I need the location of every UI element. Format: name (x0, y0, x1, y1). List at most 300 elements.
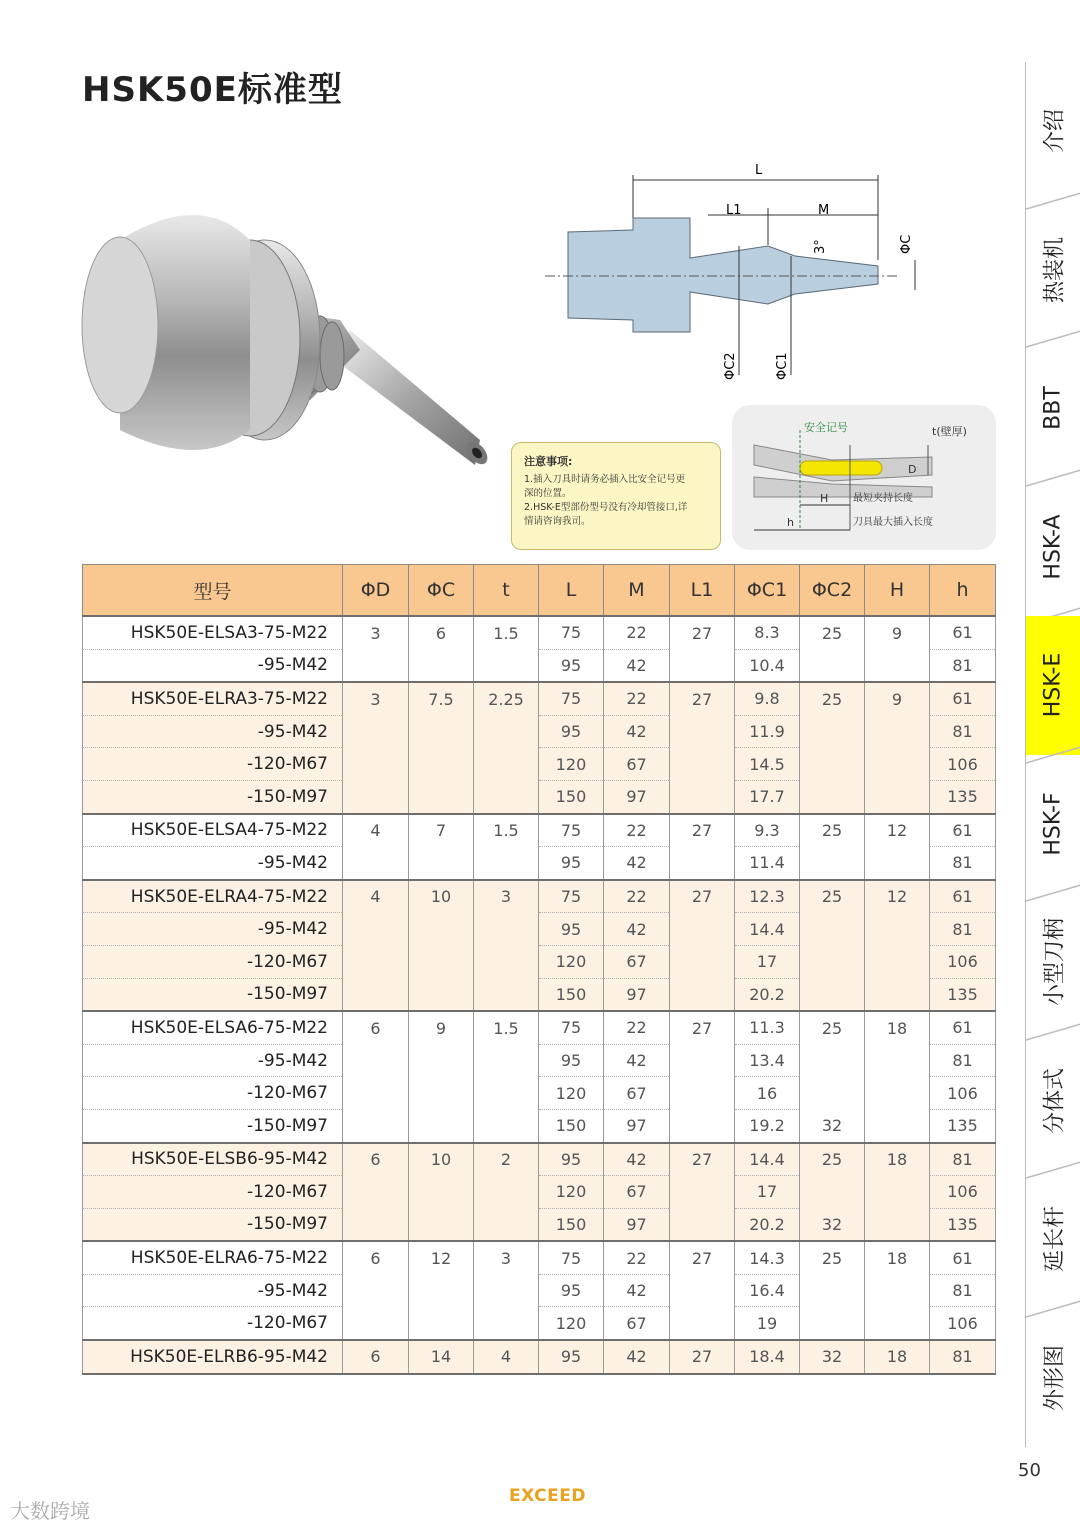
value-cell: 97 (604, 1208, 670, 1241)
value-cell: 81 (930, 913, 996, 946)
value-cell (474, 913, 539, 946)
value-cell (409, 945, 474, 978)
tab-label: 介绍 (1042, 109, 1068, 154)
value-cell: 95 (539, 1340, 604, 1374)
value-cell: 13.4 (735, 1044, 800, 1077)
value-cell: 106 (930, 1176, 996, 1209)
value-cell: 150 (539, 780, 604, 813)
table-row (83, 649, 996, 682)
value-cell: 6 (343, 1340, 409, 1374)
value-cell (670, 715, 735, 748)
value-cell: 97 (604, 978, 670, 1011)
value-cell (409, 1274, 474, 1307)
value-cell: 7.5 (409, 682, 474, 715)
model-cell: -120-M67 (83, 1176, 343, 1209)
value-cell: 2 (474, 1143, 539, 1176)
tab-7[interactable] (1025, 1032, 1080, 1171)
value-cell (474, 1044, 539, 1077)
d-label: D (908, 463, 917, 476)
value-cell: 120 (539, 1307, 604, 1340)
value-cell: 81 (930, 1274, 996, 1307)
value-cell: 25 (800, 880, 865, 913)
tab-label: 小型刀柄 (1042, 918, 1068, 1007)
header-cell: L (539, 565, 604, 617)
value-cell (670, 1176, 735, 1209)
tab-4[interactable] (1025, 616, 1080, 755)
value-cell (865, 748, 930, 781)
notice-line: 情请咨询我司。 (524, 516, 591, 527)
model-cell: HSK50E-ELRB6-95-M42 (83, 1340, 343, 1374)
value-cell (409, 1208, 474, 1241)
value-cell: 75 (539, 814, 604, 847)
table-row (83, 847, 996, 880)
value-cell (800, 1307, 865, 1340)
value-cell (474, 847, 539, 880)
value-cell: 120 (539, 1176, 604, 1209)
value-cell (800, 649, 865, 682)
label-L: L (755, 163, 763, 178)
value-cell: 81 (930, 1340, 996, 1374)
value-cell (474, 1208, 539, 1241)
model-cell: HSK50E-ELSA3-75-M22 (83, 616, 343, 649)
value-cell: 27 (670, 616, 735, 649)
value-cell (670, 913, 735, 946)
tab-3[interactable] (1025, 478, 1080, 617)
value-cell: 22 (604, 814, 670, 847)
table-row (83, 682, 996, 715)
value-cell (474, 715, 539, 748)
value-cell: 120 (539, 1077, 604, 1110)
value-cell (343, 780, 409, 813)
value-cell (409, 715, 474, 748)
value-cell: 95 (539, 1143, 604, 1176)
value-cell: 6 (343, 1143, 409, 1176)
value-cell: 27 (670, 1241, 735, 1274)
dimension-drawing (540, 150, 940, 390)
tab-5[interactable] (1025, 755, 1080, 894)
value-cell: 10.4 (735, 649, 800, 682)
value-cell: 120 (539, 945, 604, 978)
value-cell (865, 913, 930, 946)
table-row (83, 945, 996, 978)
model-cell: -120-M67 (83, 1077, 343, 1110)
value-cell (865, 847, 930, 880)
table-row (83, 1208, 996, 1241)
value-cell: 3 (474, 1241, 539, 1274)
model-cell: -120-M67 (83, 945, 343, 978)
value-cell: 17 (735, 1176, 800, 1209)
value-cell (670, 1044, 735, 1077)
value-cell: 75 (539, 880, 604, 913)
value-cell: 81 (930, 847, 996, 880)
value-cell: 95 (539, 847, 604, 880)
value-cell: 150 (539, 1109, 604, 1142)
value-cell (865, 1044, 930, 1077)
model-cell: -120-M67 (83, 1307, 343, 1340)
value-cell (800, 780, 865, 813)
min-length-label: 最短夹持长度 (853, 493, 913, 504)
table-row (83, 1340, 996, 1374)
value-cell: 4 (343, 880, 409, 913)
value-cell (343, 1077, 409, 1110)
page-title: HSK50E标准型 (82, 70, 343, 110)
header-cell: ΦD (343, 565, 409, 617)
value-cell: 14 (409, 1340, 474, 1374)
table-row (83, 1241, 996, 1274)
value-cell (474, 748, 539, 781)
value-cell: 20.2 (735, 1208, 800, 1241)
watermark: 大数跨境 (10, 1499, 90, 1523)
value-cell: 67 (604, 1077, 670, 1110)
notice-line: 2.HSK-E型部份型号没有冷却管接口,详 (524, 502, 688, 513)
value-cell: 27 (670, 682, 735, 715)
value-cell (409, 1044, 474, 1077)
value-cell: 67 (604, 945, 670, 978)
value-cell: 61 (930, 1011, 996, 1044)
value-cell (800, 847, 865, 880)
value-cell: 9 (865, 616, 930, 649)
value-cell: 9 (409, 1011, 474, 1044)
value-cell (670, 978, 735, 1011)
model-cell: -150-M97 (83, 780, 343, 813)
value-cell: 12 (409, 1241, 474, 1274)
model-cell: -95-M42 (83, 847, 343, 880)
value-cell: 6 (343, 1241, 409, 1274)
value-cell (800, 1176, 865, 1209)
insertion-detail (732, 405, 996, 550)
value-cell: 32 (800, 1208, 865, 1241)
value-cell: 61 (930, 682, 996, 715)
value-cell (409, 847, 474, 880)
value-cell: 120 (539, 748, 604, 781)
value-cell: 18 (865, 1340, 930, 1374)
value-cell (474, 1307, 539, 1340)
label-phiC1: ΦC1 (775, 352, 790, 380)
value-cell (865, 1307, 930, 1340)
tab-0[interactable] (1025, 62, 1080, 201)
value-cell (343, 1307, 409, 1340)
value-cell: 14.5 (735, 748, 800, 781)
value-cell (474, 649, 539, 682)
value-cell (409, 780, 474, 813)
value-cell: 12 (865, 814, 930, 847)
value-cell (409, 1077, 474, 1110)
table-row (83, 715, 996, 748)
value-cell: 18 (865, 1241, 930, 1274)
value-cell: 42 (604, 913, 670, 946)
value-cell: 42 (604, 1044, 670, 1077)
value-cell: 75 (539, 682, 604, 715)
value-cell (865, 1109, 930, 1142)
label-L1: L1 (726, 203, 742, 218)
model-cell: -95-M42 (83, 1044, 343, 1077)
value-cell (670, 748, 735, 781)
value-cell (800, 1274, 865, 1307)
notice-box (511, 442, 721, 550)
value-cell (343, 1044, 409, 1077)
tab-label: 外形图 (1042, 1344, 1068, 1411)
model-cell: -95-M42 (83, 715, 343, 748)
table-row (83, 1307, 996, 1340)
value-cell: 95 (539, 1044, 604, 1077)
value-cell (409, 1307, 474, 1340)
value-cell: 6 (409, 616, 474, 649)
value-cell: 11.9 (735, 715, 800, 748)
tab-label: HSK-E (1040, 653, 1066, 718)
value-cell (409, 748, 474, 781)
value-cell: 42 (604, 715, 670, 748)
value-cell (343, 978, 409, 1011)
value-cell (670, 1208, 735, 1241)
value-cell (670, 945, 735, 978)
value-cell (343, 945, 409, 978)
value-cell: 95 (539, 913, 604, 946)
value-cell: 18.4 (735, 1340, 800, 1374)
value-cell: 22 (604, 1011, 670, 1044)
value-cell: 3 (343, 682, 409, 715)
value-cell: 12 (865, 880, 930, 913)
value-cell: 1.5 (474, 616, 539, 649)
value-cell (343, 649, 409, 682)
tab-label: BBT (1040, 386, 1066, 431)
value-cell: 19.2 (735, 1109, 800, 1142)
table-row (83, 780, 996, 813)
value-cell (670, 847, 735, 880)
value-cell: 25 (800, 682, 865, 715)
value-cell (409, 913, 474, 946)
value-cell: 42 (604, 1340, 670, 1374)
value-cell: 95 (539, 1274, 604, 1307)
value-cell: 16 (735, 1077, 800, 1110)
value-cell: 81 (930, 715, 996, 748)
value-cell (670, 1077, 735, 1110)
notice-line: 深的位置。 (524, 488, 572, 499)
value-cell: 9.8 (735, 682, 800, 715)
tab-6[interactable] (1025, 893, 1080, 1032)
value-cell: 150 (539, 978, 604, 1011)
value-cell (865, 1274, 930, 1307)
tab-2[interactable] (1025, 339, 1080, 478)
brand-logo: EXCEED (509, 1486, 586, 1506)
value-cell: 42 (604, 649, 670, 682)
tab-8[interactable] (1025, 1170, 1080, 1309)
table-row (83, 748, 996, 781)
tab-label: HSK-A (1040, 514, 1066, 580)
value-cell: 95 (539, 649, 604, 682)
header-cell: M (604, 565, 670, 617)
tab-label: 热装机 (1042, 236, 1068, 303)
value-cell: 32 (800, 1109, 865, 1142)
table-row (83, 1176, 996, 1209)
header-cell: 型号 (83, 565, 343, 617)
model-cell: -95-M42 (83, 1274, 343, 1307)
value-cell: 10 (409, 1143, 474, 1176)
value-cell: 97 (604, 1109, 670, 1142)
value-cell: 6 (343, 1011, 409, 1044)
value-cell: 25 (800, 814, 865, 847)
tab-label: HSK-F (1040, 792, 1066, 856)
value-cell: 61 (930, 814, 996, 847)
tab-label: 分体式 (1042, 1067, 1068, 1134)
value-cell (343, 1208, 409, 1241)
value-cell (800, 715, 865, 748)
value-cell: 20.2 (735, 978, 800, 1011)
value-cell: 81 (930, 1044, 996, 1077)
value-cell: 42 (604, 1274, 670, 1307)
value-cell (474, 945, 539, 978)
value-cell: 81 (930, 649, 996, 682)
value-cell (865, 715, 930, 748)
value-cell: 135 (930, 1109, 996, 1142)
value-cell: 135 (930, 780, 996, 813)
value-cell: 67 (604, 1307, 670, 1340)
page-number: 50 (1018, 1460, 1041, 1481)
table-row (83, 1143, 996, 1176)
value-cell (800, 978, 865, 1011)
value-cell (409, 1176, 474, 1209)
value-cell: 1.5 (474, 1011, 539, 1044)
value-cell: 12.3 (735, 880, 800, 913)
value-cell: 22 (604, 880, 670, 913)
tool-holder-photo (80, 200, 500, 500)
value-cell: 42 (604, 1143, 670, 1176)
value-cell: 61 (930, 616, 996, 649)
value-cell (343, 715, 409, 748)
value-cell (474, 1176, 539, 1209)
value-cell: 106 (930, 1307, 996, 1340)
header-cell: ΦC (409, 565, 474, 617)
value-cell: 95 (539, 715, 604, 748)
value-cell: 135 (930, 1208, 996, 1241)
value-cell: 106 (930, 945, 996, 978)
table-row (83, 814, 996, 847)
value-cell: 22 (604, 682, 670, 715)
notice-line: 1.插入刀具时请务必插入比安全记号更 (524, 474, 686, 485)
value-cell: 8.3 (735, 616, 800, 649)
value-cell (474, 1109, 539, 1142)
table-row (83, 1044, 996, 1077)
header-cell: h (930, 565, 996, 617)
model-cell: HSK50E-ELSA4-75-M22 (83, 814, 343, 847)
table-row (83, 616, 996, 649)
value-cell: 3 (343, 616, 409, 649)
value-cell (800, 913, 865, 946)
value-cell: 27 (670, 1340, 735, 1374)
value-cell: 7 (409, 814, 474, 847)
model-cell: HSK50E-ELSB6-95-M42 (83, 1143, 343, 1176)
notice-heading: 注意事项: (524, 455, 573, 468)
value-cell (343, 847, 409, 880)
value-cell: 1.5 (474, 814, 539, 847)
table-row (83, 978, 996, 1011)
header-cell: ΦC1 (735, 565, 800, 617)
value-cell (800, 1044, 865, 1077)
model-cell: HSK50E-ELRA6-75-M22 (83, 1241, 343, 1274)
value-cell (670, 649, 735, 682)
table-row (83, 1011, 996, 1044)
max-length-label: 刀具最大插入长度 (853, 517, 933, 528)
tab-1[interactable] (1025, 201, 1080, 340)
value-cell (409, 1109, 474, 1142)
value-cell: 75 (539, 1011, 604, 1044)
value-cell: 9 (865, 682, 930, 715)
value-cell: 9.3 (735, 814, 800, 847)
table-row (83, 1109, 996, 1142)
value-cell (409, 649, 474, 682)
value-cell: 4 (474, 1340, 539, 1374)
value-cell (865, 1176, 930, 1209)
value-cell: 17 (735, 945, 800, 978)
value-cell: 22 (604, 616, 670, 649)
value-cell (865, 649, 930, 682)
value-cell: 25 (800, 1143, 865, 1176)
value-cell (474, 780, 539, 813)
value-cell (343, 913, 409, 946)
value-cell: 106 (930, 748, 996, 781)
value-cell (474, 978, 539, 1011)
value-cell: 14.3 (735, 1241, 800, 1274)
wall-thickness-label: t(壁厚) (932, 425, 967, 438)
value-cell (865, 978, 930, 1011)
model-cell: HSK50E-ELRA4-75-M22 (83, 880, 343, 913)
value-cell: 27 (670, 1011, 735, 1044)
tab-9[interactable] (1025, 1309, 1080, 1448)
spec-table (82, 564, 996, 1375)
model-cell: -150-M97 (83, 978, 343, 1011)
table-header-row (83, 565, 996, 617)
header-cell: t (474, 565, 539, 617)
value-cell: 10 (409, 880, 474, 913)
model-cell: -120-M67 (83, 748, 343, 781)
value-cell (670, 1274, 735, 1307)
value-cell (800, 748, 865, 781)
value-cell: 27 (670, 1143, 735, 1176)
value-cell: 2.25 (474, 682, 539, 715)
table-row (83, 1274, 996, 1307)
value-cell: 18 (865, 1143, 930, 1176)
label-M: M (818, 203, 830, 218)
header-cell: H (865, 565, 930, 617)
value-cell: 135 (930, 978, 996, 1011)
value-cell (865, 1077, 930, 1110)
value-cell (800, 1077, 865, 1110)
value-cell: 25 (800, 1241, 865, 1274)
section-tabs (1025, 62, 1080, 1447)
safe-mark-label: 安全记号 (804, 421, 848, 434)
value-cell: 150 (539, 1208, 604, 1241)
value-cell: 3 (474, 880, 539, 913)
model-cell: -95-M42 (83, 649, 343, 682)
table-row (83, 913, 996, 946)
value-cell (865, 945, 930, 978)
value-cell (800, 945, 865, 978)
label-angle: 3° (813, 239, 828, 254)
value-cell: 11.3 (735, 1011, 800, 1044)
value-cell: 32 (800, 1340, 865, 1374)
value-cell: 16.4 (735, 1274, 800, 1307)
value-cell (474, 1274, 539, 1307)
header-cell: ΦC2 (800, 565, 865, 617)
value-cell: 19 (735, 1307, 800, 1340)
value-cell (670, 1109, 735, 1142)
value-cell: 18 (865, 1011, 930, 1044)
value-cell: 42 (604, 847, 670, 880)
header-cell: L1 (670, 565, 735, 617)
table-row (83, 880, 996, 913)
value-cell: 27 (670, 880, 735, 913)
value-cell (670, 780, 735, 813)
value-cell: 97 (604, 780, 670, 813)
